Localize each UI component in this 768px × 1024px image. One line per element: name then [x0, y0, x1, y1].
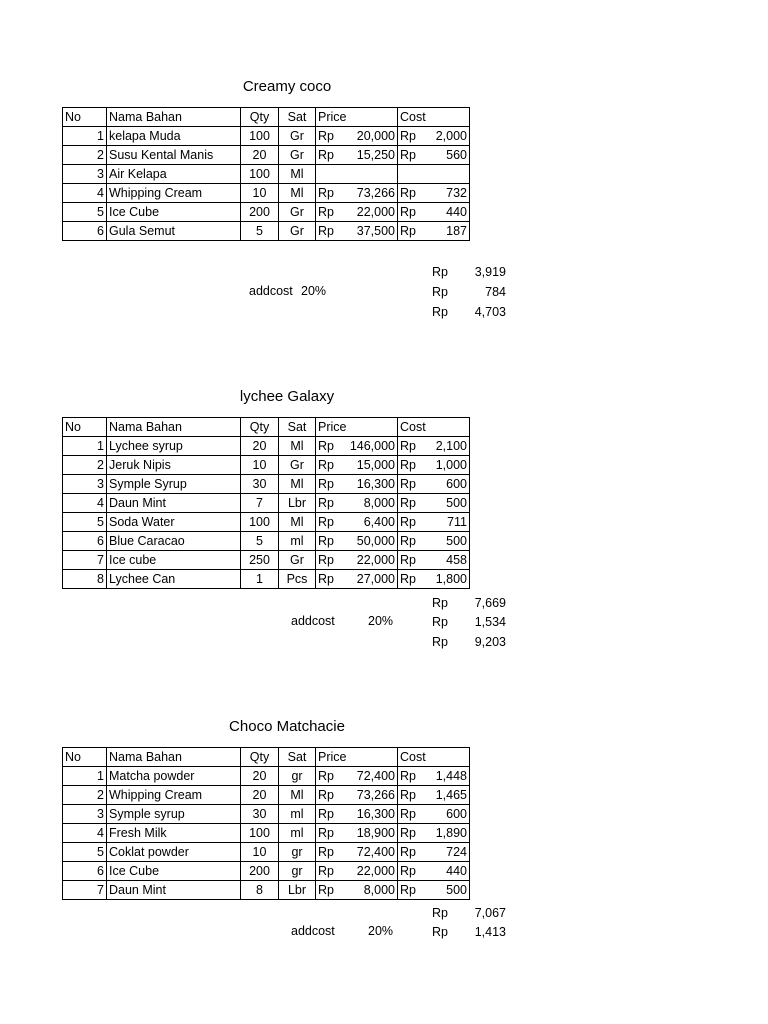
addcost-value: 1,534: [474, 615, 506, 629]
row-no: 3: [63, 475, 107, 494]
row-name: Ice Cube: [107, 862, 241, 881]
row-no: 4: [63, 184, 107, 203]
row-no: 1: [63, 767, 107, 786]
row-price: 16,300: [339, 475, 398, 494]
row-no: 2: [63, 146, 107, 165]
row-price-currency: Rp: [316, 127, 339, 146]
row-cost-currency: Rp: [398, 146, 421, 165]
row-sat: ml: [279, 532, 316, 551]
row-sat: Gr: [279, 146, 316, 165]
row-price: 50,000: [339, 532, 398, 551]
row-name: Matcha powder: [107, 767, 241, 786]
row-qty: 8: [241, 881, 279, 900]
row-name: Symple Syrup: [107, 475, 241, 494]
table-header-row: [63, 108, 470, 127]
row-price-currency: Rp: [316, 146, 339, 165]
row-sat: Gr: [279, 203, 316, 222]
table-row: [63, 437, 470, 456]
header-qty: Qty: [241, 418, 279, 437]
header-price: Price: [316, 748, 398, 767]
row-sat: Ml: [279, 786, 316, 805]
row-sat: Gr: [279, 551, 316, 570]
row-price-currency: Rp: [316, 184, 339, 203]
row-no: 4: [63, 824, 107, 843]
table-row: [63, 767, 470, 786]
row-qty: 30: [241, 805, 279, 824]
row-no: 7: [63, 551, 107, 570]
header-name: Nama Bahan: [107, 748, 241, 767]
table-row: [63, 881, 470, 900]
row-price-currency: Rp: [316, 203, 339, 222]
row-qty: 1: [241, 570, 279, 589]
recipe-table: [62, 747, 470, 900]
recipe-title: Creamy coco: [242, 78, 332, 95]
row-price: 146,000: [339, 437, 398, 456]
row-sat: gr: [279, 767, 316, 786]
table-row: [63, 475, 470, 494]
row-price-currency: Rp: [316, 843, 339, 862]
row-cost-currency: Rp: [398, 494, 421, 513]
row-qty: 200: [241, 862, 279, 881]
row-cost-currency: Rp: [398, 881, 421, 900]
row-no: 7: [63, 881, 107, 900]
row-cost-currency: Rp: [398, 862, 421, 881]
subtotal-currency: Rp: [432, 906, 448, 920]
row-cost: 500: [421, 532, 470, 551]
row-price: 72,400: [339, 843, 398, 862]
row-price-currency: Rp: [316, 494, 339, 513]
row-price: 16,300: [339, 805, 398, 824]
header-qty: Qty: [241, 748, 279, 767]
row-name: Gula Semut: [107, 222, 241, 241]
row-qty: 10: [241, 843, 279, 862]
row-qty: 10: [241, 184, 279, 203]
row-price: 6,400: [339, 513, 398, 532]
row-name: Lychee Can: [107, 570, 241, 589]
row-price-currency: Rp: [316, 475, 339, 494]
row-qty: 10: [241, 456, 279, 475]
header-cost: Cost: [398, 108, 470, 127]
row-sat: ml: [279, 805, 316, 824]
row-no: 1: [63, 127, 107, 146]
row-no: 3: [63, 805, 107, 824]
table-row: [63, 513, 470, 532]
row-sat: Lbr: [279, 881, 316, 900]
table-row: [63, 532, 470, 551]
subtotal-currency: Rp: [432, 265, 448, 279]
row-price: 20,000: [339, 127, 398, 146]
addcost-currency: Rp: [432, 285, 448, 299]
header-price: Price: [316, 418, 398, 437]
total-currency: Rp: [432, 635, 448, 649]
row-cost: 711: [421, 513, 470, 532]
row-qty: 5: [241, 222, 279, 241]
header-price: Price: [316, 108, 398, 127]
row-cost: 1,890: [421, 824, 470, 843]
row-qty: 20: [241, 786, 279, 805]
total-value: 4,703: [474, 305, 506, 319]
row-price-currency: [316, 165, 339, 184]
addcost-percent: 20%: [368, 924, 394, 938]
row-no: 4: [63, 494, 107, 513]
table-row: [63, 570, 470, 589]
row-cost: 732: [421, 184, 470, 203]
table-row: [63, 494, 470, 513]
row-price: 72,400: [339, 767, 398, 786]
row-cost: 440: [421, 862, 470, 881]
row-cost-currency: Rp: [398, 203, 421, 222]
row-name: Coklat powder: [107, 843, 241, 862]
row-sat: Gr: [279, 127, 316, 146]
row-qty: 30: [241, 475, 279, 494]
header-no: No: [63, 748, 107, 767]
row-price: 27,000: [339, 570, 398, 589]
row-price-currency: Rp: [316, 551, 339, 570]
addcost-currency: Rp: [432, 615, 448, 629]
row-price: 22,000: [339, 862, 398, 881]
addcost-percent: 20%: [301, 284, 327, 298]
row-cost: 2,100: [421, 437, 470, 456]
row-sat: Pcs: [279, 570, 316, 589]
row-no: 2: [63, 456, 107, 475]
row-no: 3: [63, 165, 107, 184]
row-sat: Ml: [279, 475, 316, 494]
recipe-table: [62, 107, 470, 241]
row-qty: 200: [241, 203, 279, 222]
header-sat: Sat: [279, 418, 316, 437]
header-no: No: [63, 108, 107, 127]
header-qty: Qty: [241, 108, 279, 127]
row-cost-currency: Rp: [398, 513, 421, 532]
row-price-currency: Rp: [316, 786, 339, 805]
header-cost: Cost: [398, 748, 470, 767]
row-name: Susu Kental Manis: [107, 146, 241, 165]
row-cost-currency: Rp: [398, 570, 421, 589]
row-sat: Ml: [279, 437, 316, 456]
row-name: Soda Water: [107, 513, 241, 532]
row-cost-currency: Rp: [398, 767, 421, 786]
row-name: Blue Caracao: [107, 532, 241, 551]
table-row: [63, 127, 470, 146]
header-no: No: [63, 418, 107, 437]
row-sat: ml: [279, 824, 316, 843]
subtotal-value: 7,669: [474, 596, 506, 610]
row-cost: 458: [421, 551, 470, 570]
table-header-row: [63, 418, 470, 437]
row-cost-currency: Rp: [398, 843, 421, 862]
row-qty: 20: [241, 437, 279, 456]
row-price-currency: Rp: [316, 824, 339, 843]
row-cost: 500: [421, 494, 470, 513]
row-cost-currency: Rp: [398, 551, 421, 570]
table-row: [63, 165, 470, 184]
recipe-table: [62, 417, 470, 589]
row-price: 8,000: [339, 494, 398, 513]
row-price: 8,000: [339, 881, 398, 900]
row-no: 6: [63, 222, 107, 241]
row-price-currency: Rp: [316, 881, 339, 900]
row-name: kelapa Muda: [107, 127, 241, 146]
row-no: 8: [63, 570, 107, 589]
row-no: 1: [63, 437, 107, 456]
row-price: 73,266: [339, 184, 398, 203]
row-cost: 1,465: [421, 786, 470, 805]
row-sat: Ml: [279, 165, 316, 184]
table-row: [63, 456, 470, 475]
row-cost: 440: [421, 203, 470, 222]
row-cost-currency: Rp: [398, 437, 421, 456]
row-cost-currency: Rp: [398, 475, 421, 494]
recipe-title: lychee Galaxy: [239, 388, 335, 405]
addcost-value: 1,413: [474, 925, 506, 939]
row-cost: 187: [421, 222, 470, 241]
row-cost-currency: Rp: [398, 184, 421, 203]
table-row: [63, 824, 470, 843]
total-value: 9,203: [474, 635, 506, 649]
row-price-currency: Rp: [316, 805, 339, 824]
subtotal-currency: Rp: [432, 596, 448, 610]
row-name: Symple syrup: [107, 805, 241, 824]
row-qty: 20: [241, 767, 279, 786]
row-qty: 7: [241, 494, 279, 513]
addcost-label: addcost: [291, 924, 335, 938]
row-sat: Lbr: [279, 494, 316, 513]
row-qty: 5: [241, 532, 279, 551]
row-cost-currency: Rp: [398, 532, 421, 551]
table-row: [63, 862, 470, 881]
table-row: [63, 203, 470, 222]
table-row: [63, 222, 470, 241]
row-sat: gr: [279, 843, 316, 862]
row-qty: 250: [241, 551, 279, 570]
addcost-currency: Rp: [432, 925, 448, 939]
row-price-currency: Rp: [316, 767, 339, 786]
row-price-currency: Rp: [316, 532, 339, 551]
row-cost-currency: Rp: [398, 456, 421, 475]
row-cost: 2,000: [421, 127, 470, 146]
row-cost: 724: [421, 843, 470, 862]
row-qty: 100: [241, 824, 279, 843]
table-row: [63, 843, 470, 862]
row-cost-currency: Rp: [398, 786, 421, 805]
row-cost: 1,000: [421, 456, 470, 475]
row-price: 15,250: [339, 146, 398, 165]
row-sat: Gr: [279, 456, 316, 475]
row-no: 5: [63, 843, 107, 862]
header-cost: Cost: [398, 418, 470, 437]
subtotal-value: 7,067: [474, 906, 506, 920]
row-name: Fresh Milk: [107, 824, 241, 843]
row-price: 22,000: [339, 203, 398, 222]
row-cost-currency: Rp: [398, 222, 421, 241]
row-no: 5: [63, 513, 107, 532]
row-cost: 500: [421, 881, 470, 900]
row-cost: 600: [421, 475, 470, 494]
header-sat: Sat: [279, 108, 316, 127]
row-name: Daun Mint: [107, 881, 241, 900]
row-price-currency: Rp: [316, 222, 339, 241]
row-name: Ice cube: [107, 551, 241, 570]
row-name: Daun Mint: [107, 494, 241, 513]
row-name: Air Kelapa: [107, 165, 241, 184]
addcost-label: addcost: [291, 614, 335, 628]
row-cost-currency: [398, 165, 421, 184]
row-sat: gr: [279, 862, 316, 881]
row-name: Whipping Cream: [107, 184, 241, 203]
row-qty: 100: [241, 513, 279, 532]
header-name: Nama Bahan: [107, 108, 241, 127]
table-header-row: [63, 748, 470, 767]
row-name: Jeruk Nipis: [107, 456, 241, 475]
row-price: 18,900: [339, 824, 398, 843]
addcost-value: 784: [485, 285, 506, 299]
row-price-currency: Rp: [316, 570, 339, 589]
table-row: [63, 184, 470, 203]
row-price-currency: Rp: [316, 437, 339, 456]
row-qty: 20: [241, 146, 279, 165]
table-row: [63, 786, 470, 805]
addcost-label: addcost: [249, 284, 293, 298]
row-cost: 1,800: [421, 570, 470, 589]
header-name: Nama Bahan: [107, 418, 241, 437]
table-row: [63, 551, 470, 570]
row-price-currency: Rp: [316, 513, 339, 532]
row-price-currency: Rp: [316, 456, 339, 475]
row-name: Whipping Cream: [107, 786, 241, 805]
row-name: Lychee syrup: [107, 437, 241, 456]
row-price: [339, 165, 398, 184]
row-price: 15,000: [339, 456, 398, 475]
row-no: 6: [63, 862, 107, 881]
addcost-percent: 20%: [368, 614, 394, 628]
row-cost: 1,448: [421, 767, 470, 786]
row-no: 5: [63, 203, 107, 222]
row-cost: 600: [421, 805, 470, 824]
table-row: [63, 805, 470, 824]
row-price: 22,000: [339, 551, 398, 570]
row-price: 73,266: [339, 786, 398, 805]
row-sat: Ml: [279, 513, 316, 532]
row-price: 37,500: [339, 222, 398, 241]
row-sat: Ml: [279, 184, 316, 203]
row-cost: [421, 165, 470, 184]
row-cost-currency: Rp: [398, 127, 421, 146]
recipe-title: Choco Matchacie: [229, 718, 345, 735]
table-row: [63, 146, 470, 165]
row-cost: 560: [421, 146, 470, 165]
total-currency: Rp: [432, 305, 448, 319]
row-price-currency: Rp: [316, 862, 339, 881]
subtotal-value: 3,919: [474, 265, 506, 279]
row-cost-currency: Rp: [398, 824, 421, 843]
row-no: 6: [63, 532, 107, 551]
header-sat: Sat: [279, 748, 316, 767]
row-cost-currency: Rp: [398, 805, 421, 824]
row-no: 2: [63, 786, 107, 805]
row-qty: 100: [241, 127, 279, 146]
row-qty: 100: [241, 165, 279, 184]
row-name: Ice Cube: [107, 203, 241, 222]
row-sat: Gr: [279, 222, 316, 241]
